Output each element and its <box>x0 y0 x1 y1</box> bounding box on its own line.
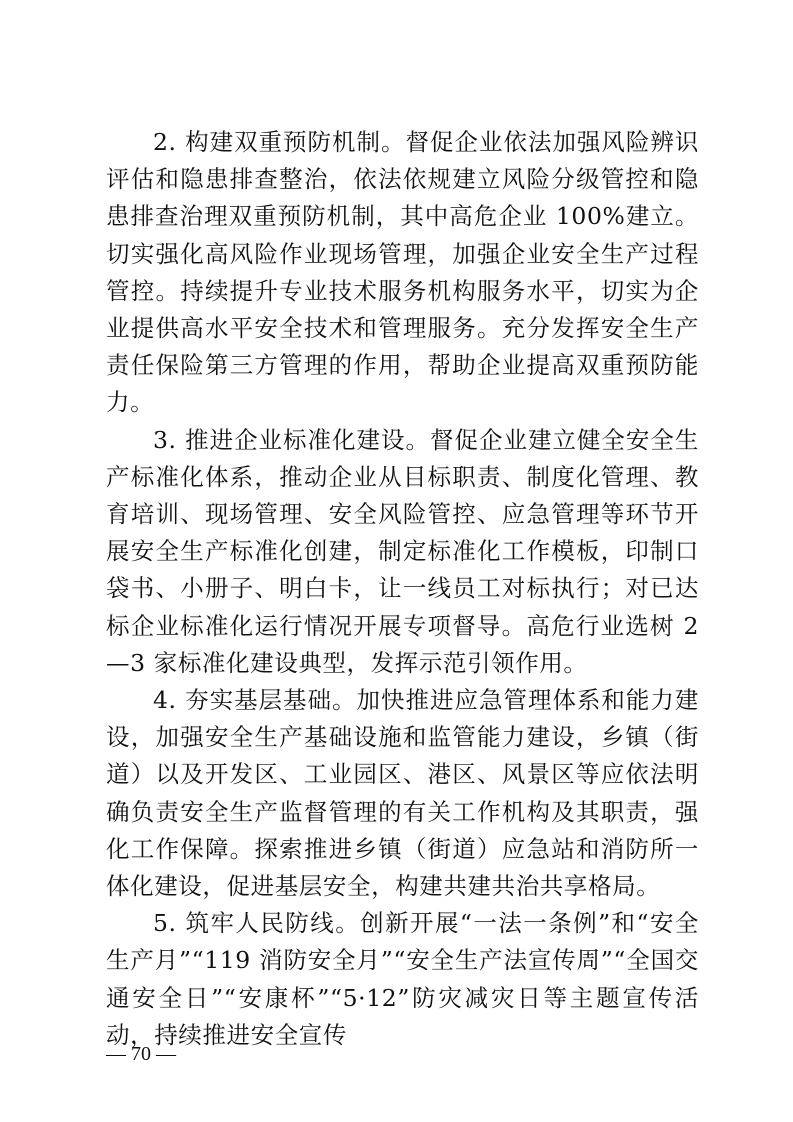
paragraph-standardization: 3. 推进企业标准化建设。督促企业建立健全安全生产标准化体系，推动企业从目标职责、制度化管理、教育培训、现场管理、安全风险管控、应急管理等环节开展安全生产标准化创建，制定标准化工作模板，印制口袋书、小册子、明白卡，让一线员工对标执行；对已达标企业标准化运行情况开展专项督导。高危行业选树 2—3 家标准化建设典型，发挥示范引领作用。 <box>106 425 699 677</box>
paragraph-dual-prevention: 2. 构建双重预防机制。督促企业依法加强风险辨识评估和隐患排查整治，依法依规建立风险分级管控和隐患排查治理双重预防机制，其中高危企业 100%建立。切实强化高风险作业现场管理，加强企业安全生产过程管控。持续提升专业技术服务机构服务水平，切实为企业提供高水平安全技术和管理服务。充分发挥安全生产责任保险第三方管理的作用，帮助企业提高双重预防能力。 <box>106 128 699 417</box>
page-number: — 70 — <box>106 1043 176 1065</box>
paragraph-grassroots-foundation: 4. 夯实基层基础。加快推进应急管理体系和能力建设，加强安全生产基础设施和监管能力建设，乡镇（街道）以及开发区、工业园区、港区、风景区等应依法明确负责安全生产监督管理的有关工作机构及其职责，强化工作保障。探索推进乡镇（街道）应急站和消防所一体化建设，促进基层安全，构建共建共治共享格局。 <box>106 686 699 901</box>
paragraph-people-defense: 5. 筑牢人民防线。创新开展“一法一条例”和“安全生产月”“119 消防安全月”“安全生产法宣传周”“全国交通安全日”“安康杯”“5·12”防灾减灾日等主题宣传活动，持续推进安全宣传 <box>106 909 699 1049</box>
document-body <box>106 124 699 1054</box>
